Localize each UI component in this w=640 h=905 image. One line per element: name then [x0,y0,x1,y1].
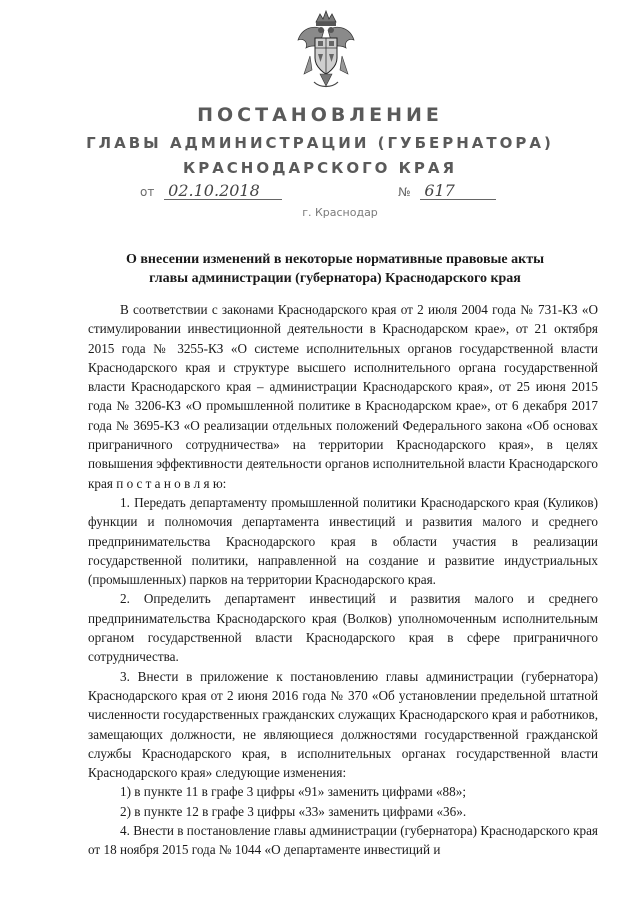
issuer-line-2: КРАСНОДАРСКОГО КРАЯ [182,159,458,177]
paragraph-item-3: 3. Внести в приложение к постановлению главы администрации (губернатора) Краснодарского края от 2 июня 2016 года № 370 «Об установлении предельной штатной численности государственных гражданских служащих Краснодарского края и работников, замещающих должности, не являющиеся должностями государственной гражданской службы Краснодарского края, в исполнительных органах государственной власти Краснодарского края» следующие изменения: [88,668,598,781]
date-value: 02.10.2018 [164,182,282,200]
date-prefix: от [140,185,155,199]
issuer-line-1: ГЛАВЫ АДМИНИСТРАЦИИ (ГУБЕРНАТОРА) [86,134,554,152]
city-line [0,206,640,219]
document-title-line-2: главы администрации (губернатора) Краснодарского края [149,271,521,286]
paragraph-subitem-1: 1) в пункте 11 в графе 3 цифры «91» заменить цифрами «88»; [120,784,466,800]
number-prefix: № [398,185,411,199]
paragraph-preamble: В соответствии с законами Краснодарского края от 2 июля 2004 года № 731-КЗ «О стимулировании инвестиционной деятельности в Краснодарском крае», от 21 октября 2015 года № 3255-КЗ «О системе исполнительных органов государственной власти Краснодарского края и структуре высшего исполнительного органа государственной власти Краснодарского края – администрации Краснодарского края», от 25 июня 2015 года № 3206-КЗ «О промышленной политике в Краснодарском крае», от 6 декабря 2017 года № 3695-КЗ «О реализации отдельных положений Федерального закона «Об основах приграничного сотрудничества» на территории Краснодарского края», в целях повышения эффективности деятельности органов исполнительной власти Краснодарского края п о с т а н о в л я ю: [88,302,598,491]
city-name: г. Краснодар [302,206,378,219]
registration-number [398,182,496,200]
paragraph-item-2: 2. Определить департамент инвестиций и развития малого и среднего предпринимательства Краснодарского края (Волков) уполномоченным исполнительным органом государственной власти Краснодарского края в сфере приграничного сотрудничества. [88,591,598,665]
registration-date [140,182,282,200]
coat-of-arms-icon [296,8,356,92]
number-value: 617 [420,182,496,200]
paragraph-item-4: 4. Внести в постановление главы администрации (губернатора) Краснодарского края от 18 ноября 2015 года № 1044 «О департаменте инвестиций и [88,823,598,858]
paragraph-item-1: 1. Передать департаменту промышленной политики Краснодарского края (Куликов) функции и полномочия департамента инвестиций и развития малого и среднего предпринимательства Краснодарского края в области участия в реализации государственной политики, направленной на создание и развитие индустриальных (промышленных) парков на территории Краснодарского края. [88,494,598,588]
paragraph-subitem-2: 2) в пункте 12 в графе 3 цифры «33» заменить цифрами «36». [120,803,467,819]
document-body [88,300,598,860]
document-title-line-1: О внесении изменений в некоторые нормативные правовые акты [125,252,545,267]
document-title [60,250,610,288]
document-type-title: ПОСТАНОВЛЕНИЕ [197,104,443,126]
